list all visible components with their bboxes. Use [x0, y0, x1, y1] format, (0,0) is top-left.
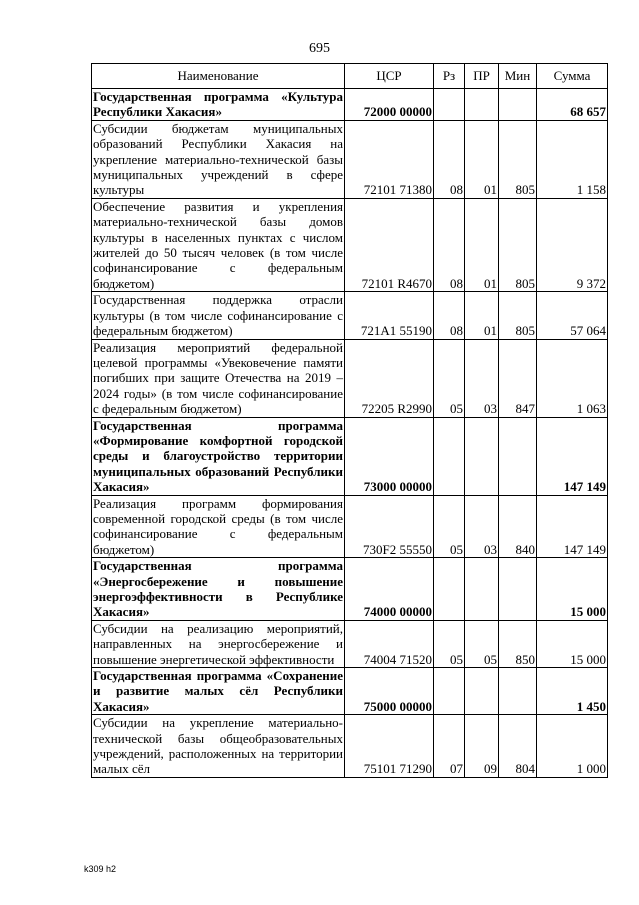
cell-rz: 05 [434, 495, 465, 558]
table-row [92, 292, 608, 339]
cell-name: Государственная программа «Культура Республики Хакасия» [93, 89, 343, 120]
cell-pr: 03 [465, 339, 499, 417]
cell-sum: 68 657 [537, 89, 608, 121]
table-row [92, 620, 608, 667]
cell-min: 840 [499, 495, 537, 558]
cell-rz [434, 558, 465, 621]
cell-pr: 03 [465, 495, 499, 558]
cell-rz: 08 [434, 120, 465, 198]
cell-csr: 75101 71290 [345, 715, 434, 778]
header-csr: ЦСР [345, 64, 434, 89]
cell-name: Реализация программ формирования современной городской среды (в том числе софинансирование с федеральным бюджетом) [93, 495, 343, 557]
cell-name: Обеспечение развития и укрепления материально-технической базы домов культуры в населенных пунктах с числом жителей до 50 тысяч человек (в том числе софинансирование с федеральным бюджетом) [93, 198, 343, 291]
cell-name: Субсидии бюджетам муниципальных образований Республики Хакасия на укрепление материально-технической базы муниципальных учреждений в сфере культуры [93, 120, 343, 198]
cell-min [499, 668, 537, 715]
table-row [92, 198, 608, 291]
table-row [92, 120, 608, 198]
program-row [92, 558, 608, 621]
header-min: Мин [499, 64, 537, 89]
cell-min: 804 [499, 715, 537, 778]
cell-rz: 05 [434, 339, 465, 417]
cell-sum: 1 450 [537, 668, 608, 715]
cell-pr: 05 [465, 620, 499, 667]
cell-csr: 730F2 55550 [345, 495, 434, 558]
cell-pr [465, 417, 499, 495]
table-body [92, 89, 608, 778]
program-row [92, 417, 608, 495]
cell-sum: 15 000 [537, 558, 608, 621]
cell-name: Государственная программа «Сохранение и развитие малых сёл Республики Хакасия» [93, 668, 343, 714]
cell-pr: 01 [465, 198, 499, 291]
cell-sum: 1 063 [537, 339, 608, 417]
cell-rz [434, 668, 465, 715]
cell-name: Субсидии на реализацию мероприятий, направленных на энергосбережение и повышение энергетической эффективности [93, 620, 343, 667]
cell-rz: 08 [434, 198, 465, 291]
cell-min: 847 [499, 339, 537, 417]
cell-sum: 1 000 [537, 715, 608, 778]
cell-min: 805 [499, 292, 537, 339]
cell-sum: 147 149 [537, 495, 608, 558]
cell-sum: 15 000 [537, 620, 608, 667]
cell-min: 850 [499, 620, 537, 667]
cell-pr: 01 [465, 120, 499, 198]
cell-name: Государственная поддержка отрасли культуры (в том числе софинансирование с федеральным бюджетом) [93, 292, 343, 339]
cell-csr: 75000 00000 [345, 668, 434, 715]
cell-csr: 74000 00000 [345, 558, 434, 621]
table-row [92, 495, 608, 558]
table-row [92, 339, 608, 417]
cell-name: Реализация мероприятий федеральной целевой программы «Увековечение памяти погибших при защите Отечества на 2019 – 2024 годы» (в том числе софинансирование с федеральным бюджетом) [93, 339, 343, 417]
cell-rz [434, 89, 465, 121]
cell-name: Государственная программа «Формирование комфортной городской среды и благоустройство территории муниципальных образований Республики Хакасия» [93, 417, 343, 495]
cell-pr: 01 [465, 292, 499, 339]
cell-csr: 72000 00000 [345, 89, 434, 121]
footer-code: k309 h2 [84, 864, 117, 874]
cell-sum: 9 372 [537, 198, 608, 291]
cell-csr: 72101 R4670 [345, 198, 434, 291]
cell-csr: 72101 71380 [345, 120, 434, 198]
cell-csr: 73000 00000 [345, 417, 434, 495]
cell-rz: 07 [434, 715, 465, 778]
cell-csr: 72205 R2990 [345, 339, 434, 417]
cell-min: 805 [499, 198, 537, 291]
cell-min [499, 417, 537, 495]
cell-pr [465, 668, 499, 715]
cell-pr [465, 89, 499, 121]
header-sum: Сумма [537, 64, 608, 89]
cell-pr: 09 [465, 715, 499, 778]
cell-rz: 08 [434, 292, 465, 339]
cell-sum: 1 158 [537, 120, 608, 198]
cell-min [499, 89, 537, 121]
cell-pr [465, 558, 499, 621]
budget-table [91, 63, 608, 778]
cell-csr: 721A1 55190 [345, 292, 434, 339]
header-pr: ПР [465, 64, 499, 89]
header-name: Наименование [92, 64, 345, 89]
cell-name: Государственная программа «Энергосбережение и повышение энергоэффективности в Республике Хакасия» [93, 558, 343, 620]
program-row [92, 668, 608, 715]
cell-sum: 57 064 [537, 292, 608, 339]
cell-rz: 05 [434, 620, 465, 667]
table-header-row [92, 64, 608, 89]
cell-rz [434, 417, 465, 495]
cell-name: Субсидии на укрепление материально-технической базы общеобразовательных учреждений, расположенных на территории малых сёл [93, 715, 343, 777]
table-row [92, 715, 608, 778]
header-rz: Рз [434, 64, 465, 89]
cell-sum: 147 149 [537, 417, 608, 495]
page-number: 695 [309, 41, 330, 56]
cell-min: 805 [499, 120, 537, 198]
cell-min [499, 558, 537, 621]
cell-csr: 74004 71520 [345, 620, 434, 667]
program-row [92, 89, 608, 121]
